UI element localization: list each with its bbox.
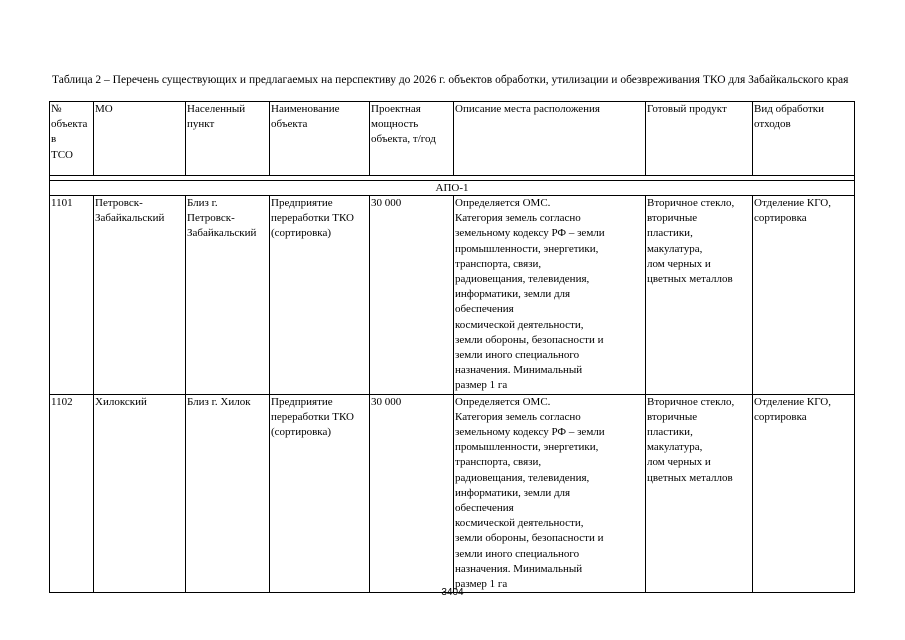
cell-mo: Хилокский	[94, 394, 186, 593]
header-mo: МО	[94, 102, 186, 176]
cell-product: Вторичное стекло, вторичные пластики, макулатура, лом черных и цветных металлов	[646, 394, 753, 593]
table-caption: Таблица 2 – Перечень существующих и предлагаемых на перспективу до 2026 г. объектов обработки, утилизации и обезвреживания ТКО для Забайкальского края	[52, 74, 849, 86]
table-row	[50, 196, 855, 395]
header-product: Готовый продукт	[646, 102, 753, 176]
cell-location-description: Определяется ОМС. Категория земель согласно земельному кодексу РФ – земли промышленности, энергетики, транспорта, связи, радиовещания, телевидения, информатики, земли для обеспечения космической деятельности, земли обороны, безопасности и земли иного специального назначения. Минимальный размер 1 га	[454, 196, 646, 395]
table-header-row	[50, 102, 855, 176]
group-label: АПО-1	[50, 181, 855, 196]
table-row	[50, 394, 855, 593]
group-row	[50, 181, 855, 196]
header-processing-type: Вид обработки отходов	[753, 102, 855, 176]
cell-object-name: Предприятие переработки ТКО (сортировка)	[270, 394, 370, 593]
cell-settlement: Близ г. Хилок	[186, 394, 270, 593]
header-settlement: Населенный пункт	[186, 102, 270, 176]
facilities-table	[49, 101, 855, 593]
cell-location-description: Определяется ОМС. Категория земель согласно земельному кодексу РФ – земли промышленности, энергетики, транспорта, связи, радиовещания, телевидения, информатики, земли для обеспечения космической деятельности, земли обороны, безопасности и земли иного специального назначения. Минимальный размер 1 га	[454, 394, 646, 593]
cell-object-number: 1101	[50, 196, 94, 395]
page-number: 3404	[441, 587, 464, 598]
cell-object-number: 1102	[50, 394, 94, 593]
cell-processing-type: Отделение КГО, сортировка	[753, 196, 855, 395]
header-capacity: Проектная мощность объекта, т/год	[370, 102, 454, 176]
cell-capacity: 30 000	[370, 196, 454, 395]
cell-settlement: Близ г. Петровск- Забайкальский	[186, 196, 270, 395]
header-location-description: Описание места расположения	[454, 102, 646, 176]
cell-mo: Петровск- Забайкальский	[94, 196, 186, 395]
cell-product: Вторичное стекло, вторичные пластики, макулатура, лом черных и цветных металлов	[646, 196, 753, 395]
header-object-number: № объекта в ТСО	[50, 102, 94, 176]
cell-processing-type: Отделение КГО, сортировка	[753, 394, 855, 593]
cell-capacity: 30 000	[370, 394, 454, 593]
header-object-name: Наименование объекта	[270, 102, 370, 176]
cell-object-name: Предприятие переработки ТКО (сортировка)	[270, 196, 370, 395]
